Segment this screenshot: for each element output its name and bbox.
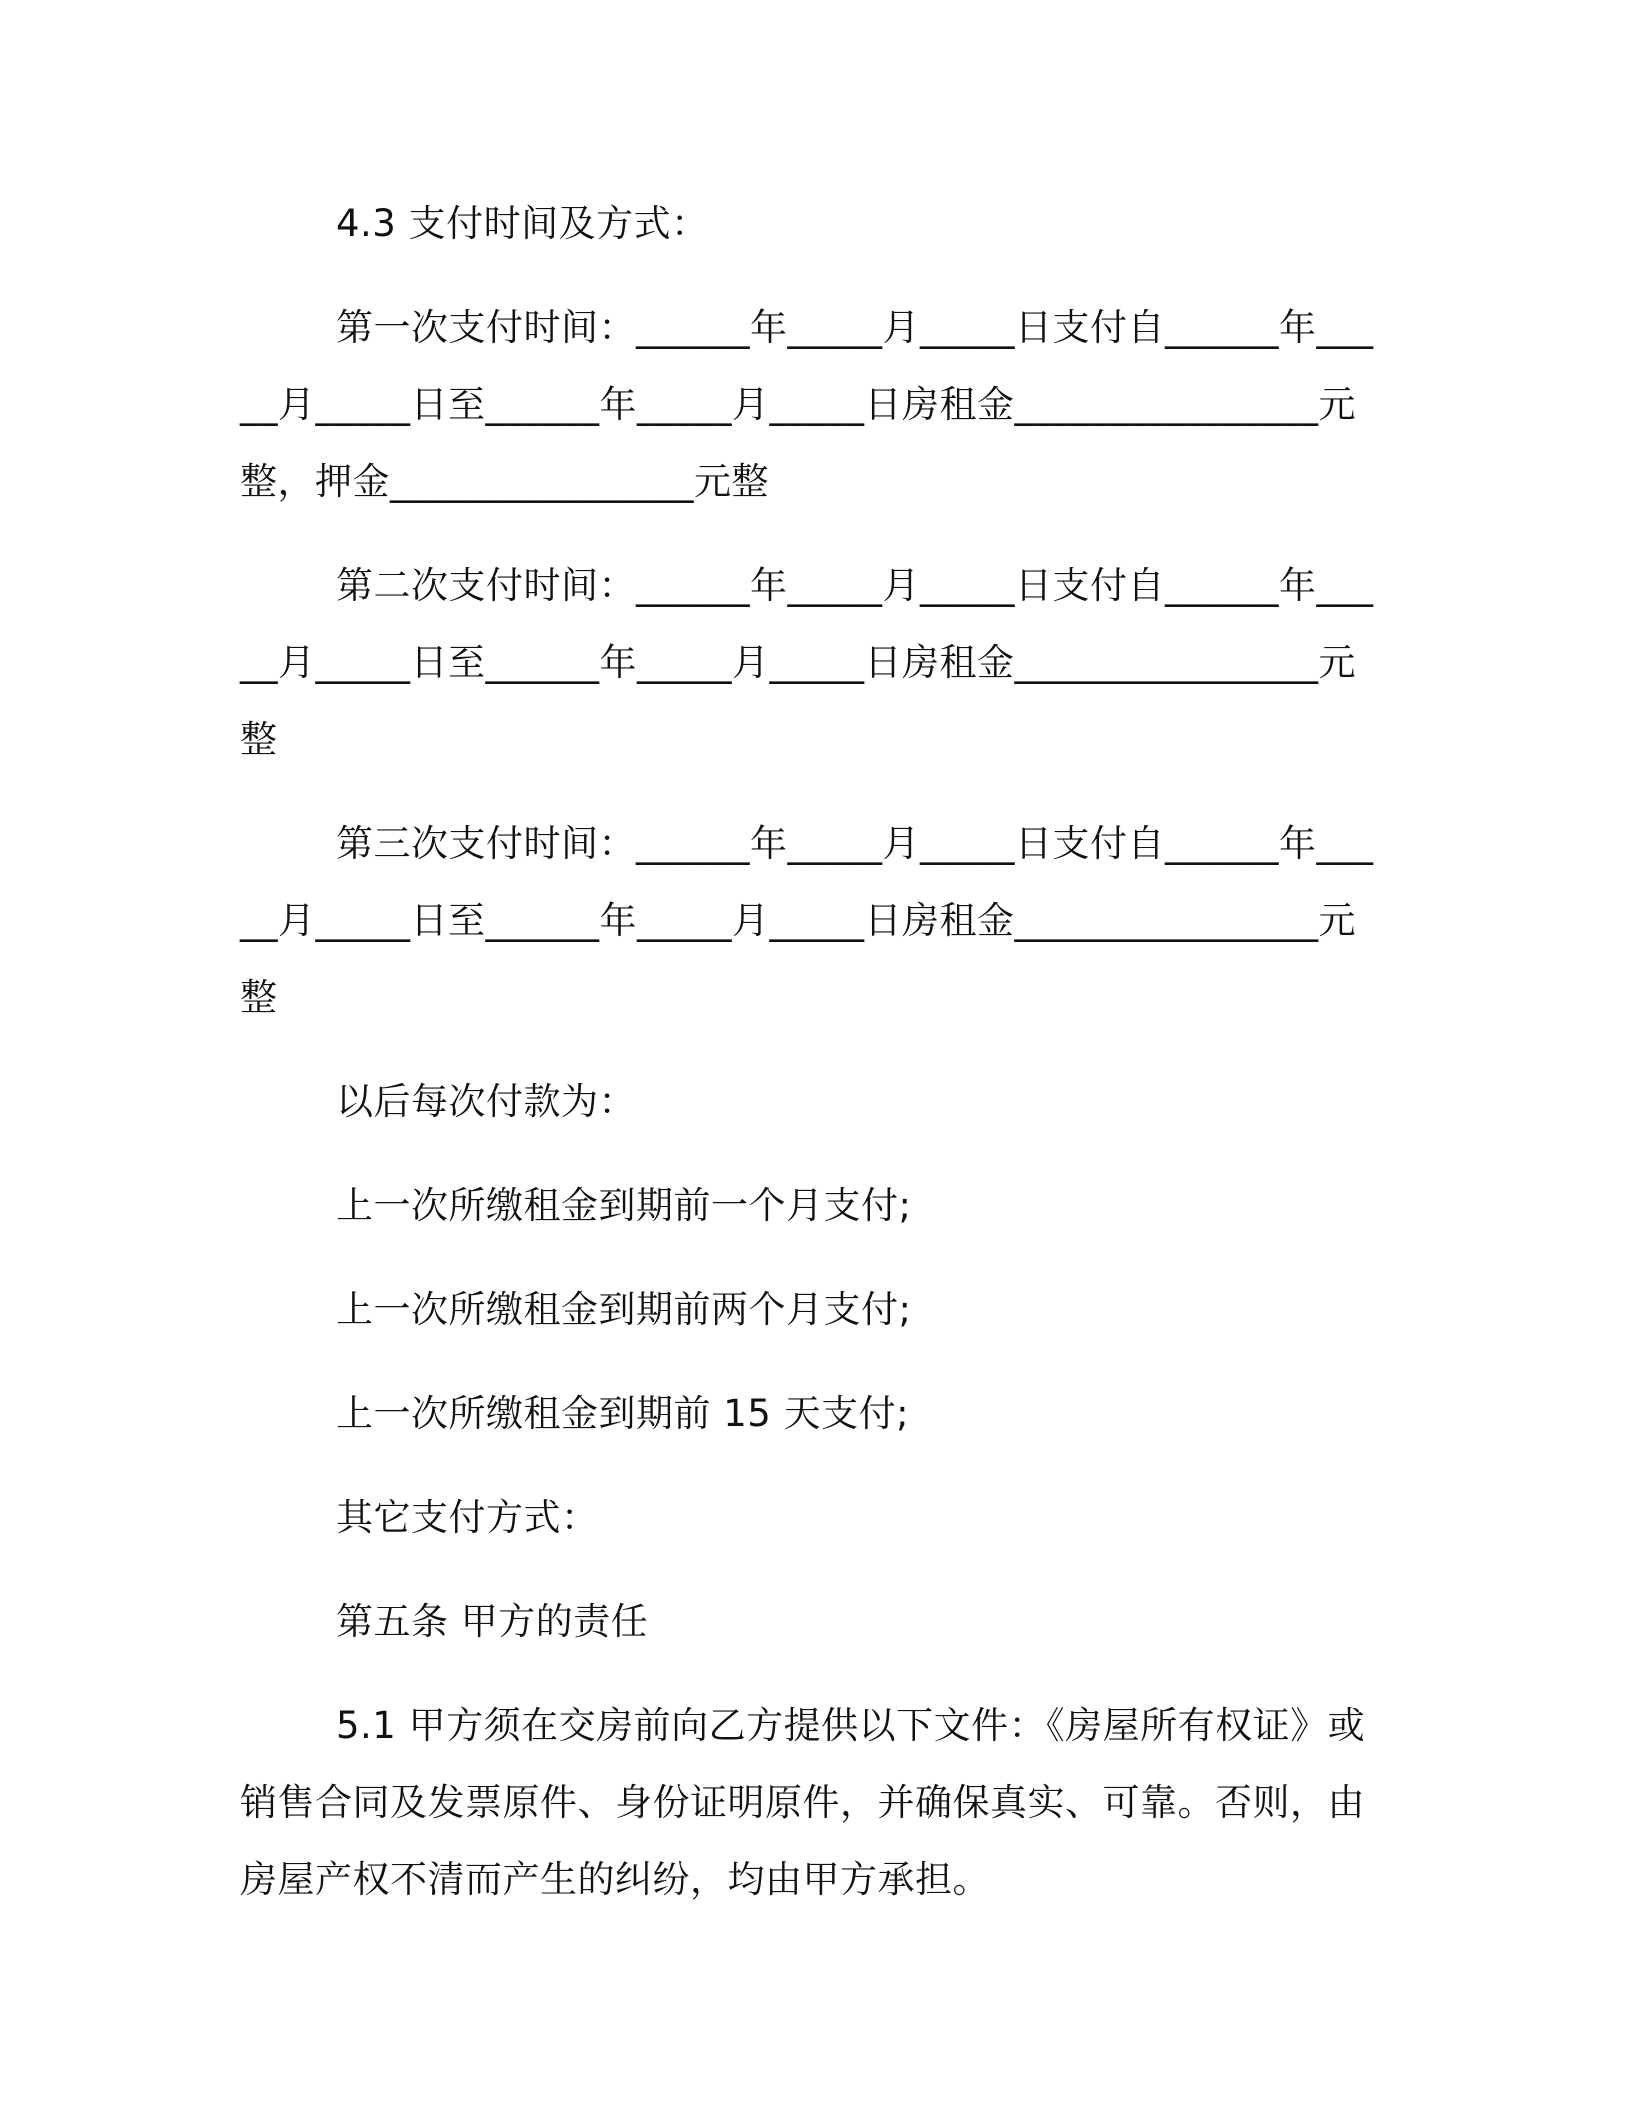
first-payment-clause: 第一次支付时间：______年_____月_____日支付自______年_____月_____日至______年_____月_____日房租金________________元整，押金________________元整 [240, 306, 1374, 503]
option-one-month: 上一次所缴租金到期前一个月支付; [336, 1184, 912, 1227]
article-five-heading: 第五条 甲方的责任 [336, 1600, 649, 1643]
second-payment-clause: 第二次支付时间：______年_____月_____日支付自______年_____月_____日至______年_____月_____日房租金________________元整 [240, 564, 1374, 761]
third-payment-clause: 第三次支付时间：______年_____月_____日支付自______年_____月_____日至______年_____月_____日房租金________________元整 [240, 822, 1374, 1019]
clause-5-1: 5.1 甲方须在交房前向乙方提供以下文件：《房屋所有权证》或销售合同及发票原件、身份证明原件，并确保真实、可靠。否则，由房屋产权不清而产生的纠纷，均由甲方承担。 [240, 1704, 1366, 1901]
document-body [240, 185, 1390, 1945]
option-fifteen-days: 上一次所缴租金到期前 15 天支付; [336, 1392, 910, 1435]
option-two-months: 上一次所缴租金到期前两个月支付; [336, 1288, 912, 1331]
section-4-3-heading: 4.3 支付时间及方式： [336, 202, 709, 245]
subsequent-payment-heading: 以后每次付款为： [336, 1080, 636, 1123]
other-payment-methods: 其它支付方式： [336, 1496, 599, 1539]
